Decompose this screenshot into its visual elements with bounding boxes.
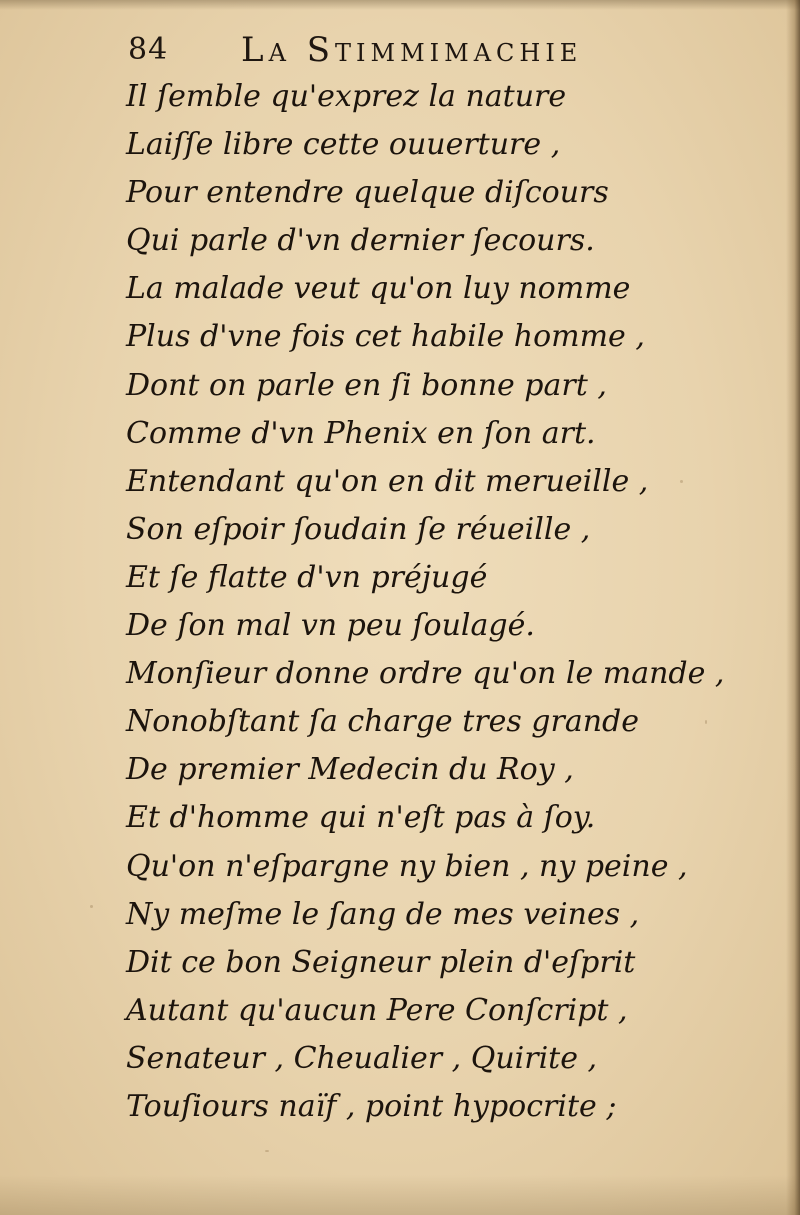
verse-line: Laiſſe libre cette ouuerture , — [126, 127, 561, 163]
verse-line: Son eſpoir ſoudain ſe réueille , — [126, 511, 591, 547]
verse-line: La malade veut qu'on luy nomme — [126, 271, 631, 307]
verse-line: Comme d'vn Phenix en ſon art. — [126, 415, 596, 451]
verse-line: Dont on parle en ſi bonne part , — [126, 367, 607, 403]
verse-line: Ny meſme le ſang de mes veines , — [126, 896, 640, 932]
verse-line: Entendant qu'on en dit merueille , — [126, 463, 649, 499]
paper-speck — [265, 1150, 269, 1152]
verse-line: Et d'homme qui n'eſt pas à ſoy. — [126, 800, 596, 836]
verse-line: Nonobſtant ſa charge tres grande — [126, 704, 640, 740]
page-top-shadow — [0, 0, 800, 10]
verse-line: Autant qu'aucun Pere Conſcript , — [126, 992, 628, 1028]
poem-text — [126, 73, 726, 1131]
verse-line: Qu'on n'eſpargne ny bien , ny peine , — [126, 848, 688, 884]
page-header — [128, 30, 668, 70]
page-edge-shadow — [786, 0, 800, 1215]
verse-line: Senateur , Cheualier , Quirite , — [126, 1040, 598, 1076]
verse-line: Pour entendre quelque diſcours — [126, 175, 609, 211]
verse-line: Et ſe flatte d'vn préjugé — [126, 559, 488, 595]
page-number: 84 — [128, 32, 169, 67]
verse-line: Il ſemble qu'exprez la nature — [126, 79, 567, 114]
running-title: La Stimmimachie — [241, 30, 583, 70]
verse-line: Plus d'vne fois cet habile homme , — [126, 319, 645, 355]
verse-line: De ſon mal vn peu ſoulagé. — [126, 608, 535, 644]
verse-line: Touſiours naïf , point hypocrite ; — [126, 1088, 617, 1124]
verse-line: Qui parle d'vn dernier ſecours. — [126, 223, 595, 259]
page-bottom-shadow — [0, 1175, 800, 1215]
verse-line: Monſieur donne ordre qu'on le mande , — [126, 656, 725, 692]
verse-line: Dit ce bon Seigneur plein d'eſprit — [126, 944, 636, 980]
paper-speck — [90, 905, 93, 908]
verse-line: De premier Medecin du Roy , — [126, 752, 574, 788]
